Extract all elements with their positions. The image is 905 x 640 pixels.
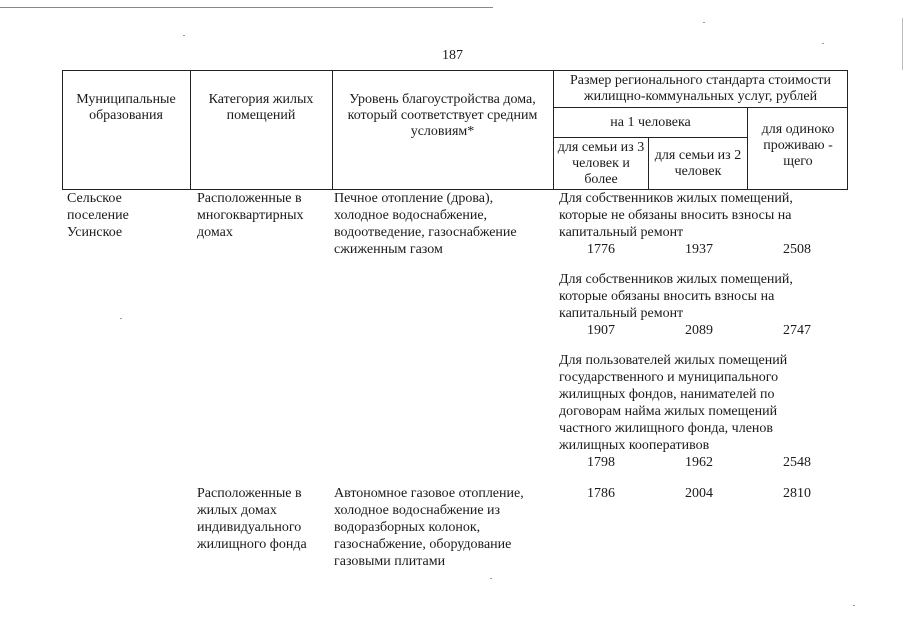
level-line: газоснабжение, оборудование: [334, 537, 512, 552]
value-family2: 2089: [685, 323, 713, 338]
category-line: Расположенные в: [197, 486, 302, 501]
group-desc-line: жилищных фондов, нанимателей по: [559, 387, 775, 402]
category-line: жилых домах: [197, 503, 277, 518]
value-family2: 1962: [685, 455, 713, 470]
col-divider: [648, 137, 649, 190]
level-line: сжиженным газом: [334, 242, 443, 257]
scan-speck: [120, 318, 122, 319]
header-per-person: на 1 человека: [610, 115, 691, 130]
category-line: индивидуального: [197, 520, 302, 535]
top-rule: [0, 7, 493, 8]
level-line: Автономное газовое отопление,: [334, 486, 524, 501]
group-desc-line: которые обязаны вносить взносы на: [559, 289, 775, 304]
group-desc-line: договорам найма жилых помещений: [559, 404, 778, 419]
category-line: жилищного фонда: [197, 537, 307, 552]
header-single: для одиноко проживаю - щего: [761, 122, 835, 169]
municipality-line: Сельское: [67, 191, 122, 206]
header-border-top: [62, 70, 848, 71]
level-line: газовыми плитами: [334, 554, 446, 569]
value-family3: 1907: [587, 323, 615, 338]
level-line: Печное отопление (дрова),: [334, 191, 494, 206]
header-border-left: [62, 70, 63, 190]
page-number: 187: [442, 48, 463, 63]
header-level: Уровень благоустройства дома, который соответствует средним условиям*: [347, 92, 538, 139]
group-desc-line: жилищных кооперативов: [559, 438, 710, 453]
col-divider: [553, 70, 554, 190]
group-desc-line: капитальный ремонт: [559, 306, 684, 321]
municipality-line: Усинское: [67, 225, 123, 240]
value-family3: 1798: [587, 455, 615, 470]
group-desc-line: Для собственников жилых помещений,: [559, 191, 793, 206]
row-divider: [553, 137, 748, 138]
category-line: Расположенные в: [197, 191, 302, 206]
row-divider: [553, 107, 848, 108]
value-family3: 1776: [587, 242, 615, 257]
value-single: 2548: [783, 455, 811, 470]
category-line: домах: [197, 225, 233, 240]
header-municipal: Муниципальные образования: [76, 92, 176, 123]
col-divider: [747, 107, 748, 190]
table-header: [62, 70, 848, 190]
scan-speck: [183, 35, 185, 36]
level-line: водоотведение, газоснабжение: [334, 225, 517, 240]
col-divider: [190, 70, 191, 190]
group-desc-line: которые не обязаны вносить взносы на: [559, 208, 792, 223]
scan-speck: [822, 43, 824, 44]
value-single: 2747: [783, 323, 811, 338]
value-family2: 1937: [685, 242, 713, 257]
municipality-line: поселение: [67, 208, 129, 223]
scan-speck: [490, 578, 492, 579]
scan-speck: [853, 605, 855, 606]
group-desc-line: Для собственников жилых помещений,: [559, 272, 793, 287]
level-line: холодное водоснабжение,: [334, 208, 488, 223]
header-family3: для семьи из 3 человек и более: [557, 140, 645, 187]
category-line: многоквартирных: [197, 208, 304, 223]
group-desc-line: частного жилищного фонда, членов: [559, 421, 774, 436]
header-family2: для семьи из 2 человек: [654, 148, 742, 179]
level-line: водоразборных колонок,: [334, 520, 481, 535]
header-category: Категория жилых помещений: [208, 92, 314, 123]
col-divider: [332, 70, 333, 190]
header-border-right: [847, 70, 848, 190]
scan-speck: [703, 22, 705, 23]
header-standard: Размер регионального стандарта стоимости жилищно-коммунальных услуг, рублей: [570, 73, 831, 104]
group-desc-line: капитальный ремонт: [559, 225, 684, 240]
group-desc-line: Для пользователей жилых помещений: [559, 353, 788, 368]
value-family3: 1786: [587, 486, 615, 501]
group-desc-line: государственного и муниципального: [559, 370, 779, 385]
level-line: холодное водоснабжение из: [334, 503, 501, 518]
value-single: 2810: [783, 486, 811, 501]
value-family2: 2004: [685, 486, 713, 501]
value-single: 2508: [783, 242, 811, 257]
